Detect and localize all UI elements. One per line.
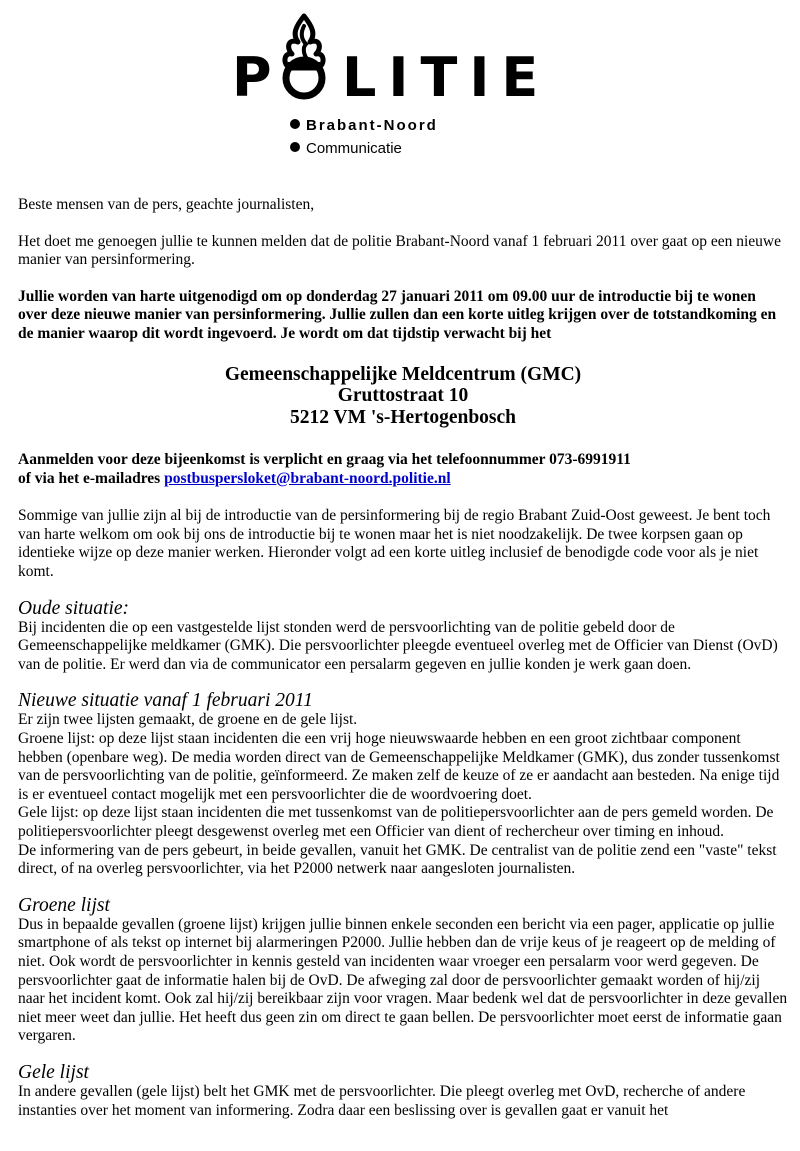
address-line-2: Gruttostraat 10 [337,385,469,407]
intro-paragraph: Het doet me genoegen jullie te kunnen melden dat de politie Brabant-Noord vanaf 1 februari 2011 over gaat op een nieuwe manier van persinformering. [18,232,781,269]
section-heading: Oude situatie: [18,597,130,619]
bullet-icon [290,142,300,152]
bullet-icon [290,119,300,129]
division-label [290,140,402,158]
section-yellow-list [18,1063,788,1120]
letter-body [18,196,788,1137]
registration-email-prefix: of via het e-mailadres [18,469,165,487]
section-old-situation [18,599,788,675]
previous-introduction-paragraph: Sommige van jullie zijn al bij de introductie van de persinformering bij de regio Brabant Zuid-Oost geweest. Je bent toch van harte welkom om ook bij ons de introductie bij te wonen maar het is niet noodzakelijk. De twee korpsen gaan op identieke wijze op deze manier werken. Hieronder volgt ad een korte uitleg inclusief de benodigde code voor als je niet komt. [18,507,771,581]
section-heading: Groene lijst [18,894,110,916]
section-text: In andere gevallen (gele lijst) belt het GMK met de persvoorlichter. Die pleegt overleg met OvD, recherche of andere instanties over het moment van informering. Zodra daar een beslissing over is gevallen gaat er vanuit het [18,1082,746,1119]
section-text: Gele lijst: op deze lijst staan incidenten die met tussenkomst van de politiepersvoorlichter aan de pers gemeld worden. De politiepersvoorlichter pleegt desgewenst overleg met een Officier van dient of rechercheur over timing en inhoud. [18,804,774,840]
registration-paragraph [18,451,788,488]
meeting-address [18,364,788,429]
section-heading: Nieuwe situatie vanaf 1 februari 2011 [18,690,313,712]
invitation-paragraph: Jullie worden van harte uitgenodigd om op donderdag 27 januari 2011 om 09.00 uur de introductie bij te wonen over deze nieuwe manier van persinformering. Jullie zullen dan een korte uitleg krijgen over de totstandkoming en de manier waarop dit wordt ingevoerd. Je wordt om dat tijdstip verwacht bij het [18,287,777,342]
section-text: Dus in bepaalde gevallen (groene lijst) krijgen jullie binnen enkele seconden een bericht via een pager, applicatie op jullie smartphone of als tekst op internet bij alarmeringen P2000. Jullie hebben dan de vrije keus of je reageert op de melding of niet. Ook wordt de persvoorlichter in kennis gesteld van incidenten waar vroeger een persalarm voor werd gegeven. De persvoorlichter gaat de informatie halen bij de OvD. De afweging zal door de persvoorlichter gemaakt worden of hij/zij naar het incident komt. Ook zal hij/zij bereikbaar zijn voor vragen. Maar bedenk wel dat de persvoorlichter in deze gevallen niet meer weet dan jullie. Het heeft dus geen zin om direct te gaan bellen. De persvoorlichter moet eerst de informatie gaan vergaren. [18,915,788,1045]
address-line-1: Gemeenschappelijke Meldcentrum (GMC) [224,363,582,385]
address-line-3: 5212 VM 's-Hertogenbosch [289,406,517,428]
logo-word-litie: LITIE [342,46,551,109]
section-green-list [18,896,788,1046]
registration-phone-line: Aanmelden voor deze bijeenkomst is verplicht en graag via het telefoonnummer 073-6991911 [18,451,631,469]
logo-letter-p: P [232,46,284,109]
politie-logo [232,12,551,109]
section-text: Er zijn twee lijsten gemaakt, de groene en de gele lijst. [18,711,358,729]
department-text: Brabant-Noord [306,117,438,134]
division-text: Communicatie [306,140,402,157]
section-text: Bij incidenten die op een vastgestelde lijst stonden werd de persvoorlichting van de politie gebeld door de Gemeenschappelijke meldkamer (GMK). Die persvoorlichter pleegde eventueel overleg met de Officier van Dienst (OvD) van de politie. Er werd dan via de communicator een persalarm gegeven en jullie konden je werk gaan doen. [18,618,778,673]
section-text: De informering van de pers gebeurt, in beide gevallen, vanuit het GMK. De centralist van de politie zend een "vaste" tekst direct, of na overleg persvoorlichter, via het P2000 netwerk naar aangesloten journalisten. [18,841,777,878]
flame-emblem-icon [274,12,334,104]
section-heading: Gele lijst [18,1061,89,1083]
greeting: Beste mensen van de pers, geachte journalisten, [18,196,315,213]
email-link[interactable]: postbuspersloket@brabant-noord.politie.nl [164,469,451,487]
department-label [290,117,438,135]
section-text: Groene lijst: op deze lijst staan incidenten die een vrij hoge nieuwswaarde hebben en een groot zichtbaar component hebben (openbare weg). De media worden direct van de Gemeenschappelijke Meldkamer (GMK), dus zonder tussenkomst van de persvoorlichting van de politie, geïnformeerd. Ze maken zelf de keuze of ze er aandacht aan besteden. Na enige tijd is er eventueel contact mogelijk met een persvoorlichter die de woordvoering doet. [18,730,780,803]
section-new-situation [18,691,788,878]
